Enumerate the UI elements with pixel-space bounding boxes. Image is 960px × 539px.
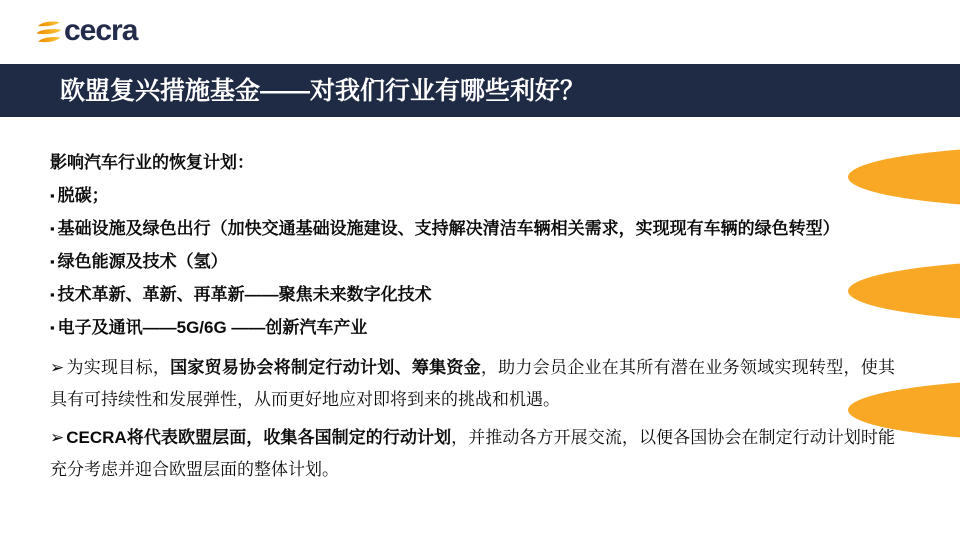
square-bullet-icon: ▪ [50,320,55,335]
square-bullet-icon: ▪ [50,221,55,236]
bullet-list [50,179,895,344]
square-bullet-icon: ▪ [50,188,55,203]
square-bullet-icon: ▪ [50,287,55,302]
logo-speed-stripes-icon [36,20,62,46]
paragraph-segment: ，助力会员企业在其所有潜在业务领域实现转型，使其具有可持续性和发展弹性，从而更好地应对即将到来的挑战和机遇。 [50,358,895,409]
bullet-item [50,278,895,311]
bullet-item [50,179,895,212]
arrow-bullet-icon: ➢ [50,428,65,447]
bullet-text: 基础设施及绿色出行（加快交通基础设施建设、支持解决清洁车辆相关需求，实现现有车辆的绿色转型） [57,219,840,238]
bullet-item [50,212,895,245]
paragraph-block [50,352,895,486]
square-bullet-icon: ▪ [50,254,55,269]
slide-title: 欧盟复兴措施基金——对我们行业有哪些利好？ [60,77,586,105]
cecra-logo [36,13,137,49]
paragraph-segment: CECRA将代表欧盟层面，收集各国制定的行动计划 [66,428,452,447]
paragraph-segment: 国家贸易协会将制定行动计划、筹集资金 [170,358,481,377]
arrow-bullet-icon: ➢ [50,358,65,377]
slide-content [50,146,895,492]
action-paragraph [50,422,895,486]
paragraph-segment: 为实现目标， [66,358,171,377]
bullet-item [50,245,895,278]
bullet-text: 技术革新、革新、再革新——聚焦未来数字化技术 [57,285,432,304]
paragraph-segment: ，并推动各方开展交流，以便各国协会在制定行动计划时能充分考虑并迎合欧盟层面的整体计划。 [50,428,896,479]
logo-text: cecra [64,14,138,47]
bullet-text: 电子及通讯——5G/6G ——创新汽车产业 [57,318,368,337]
bullet-text: 绿色能源及技术（氢） [57,252,228,271]
action-paragraph [50,352,895,416]
bullet-item [50,311,895,344]
bullet-text: 脱碳； [57,186,109,205]
title-bar [0,64,960,117]
intro-line: 影响汽车行业的恢复计划： [50,153,254,172]
